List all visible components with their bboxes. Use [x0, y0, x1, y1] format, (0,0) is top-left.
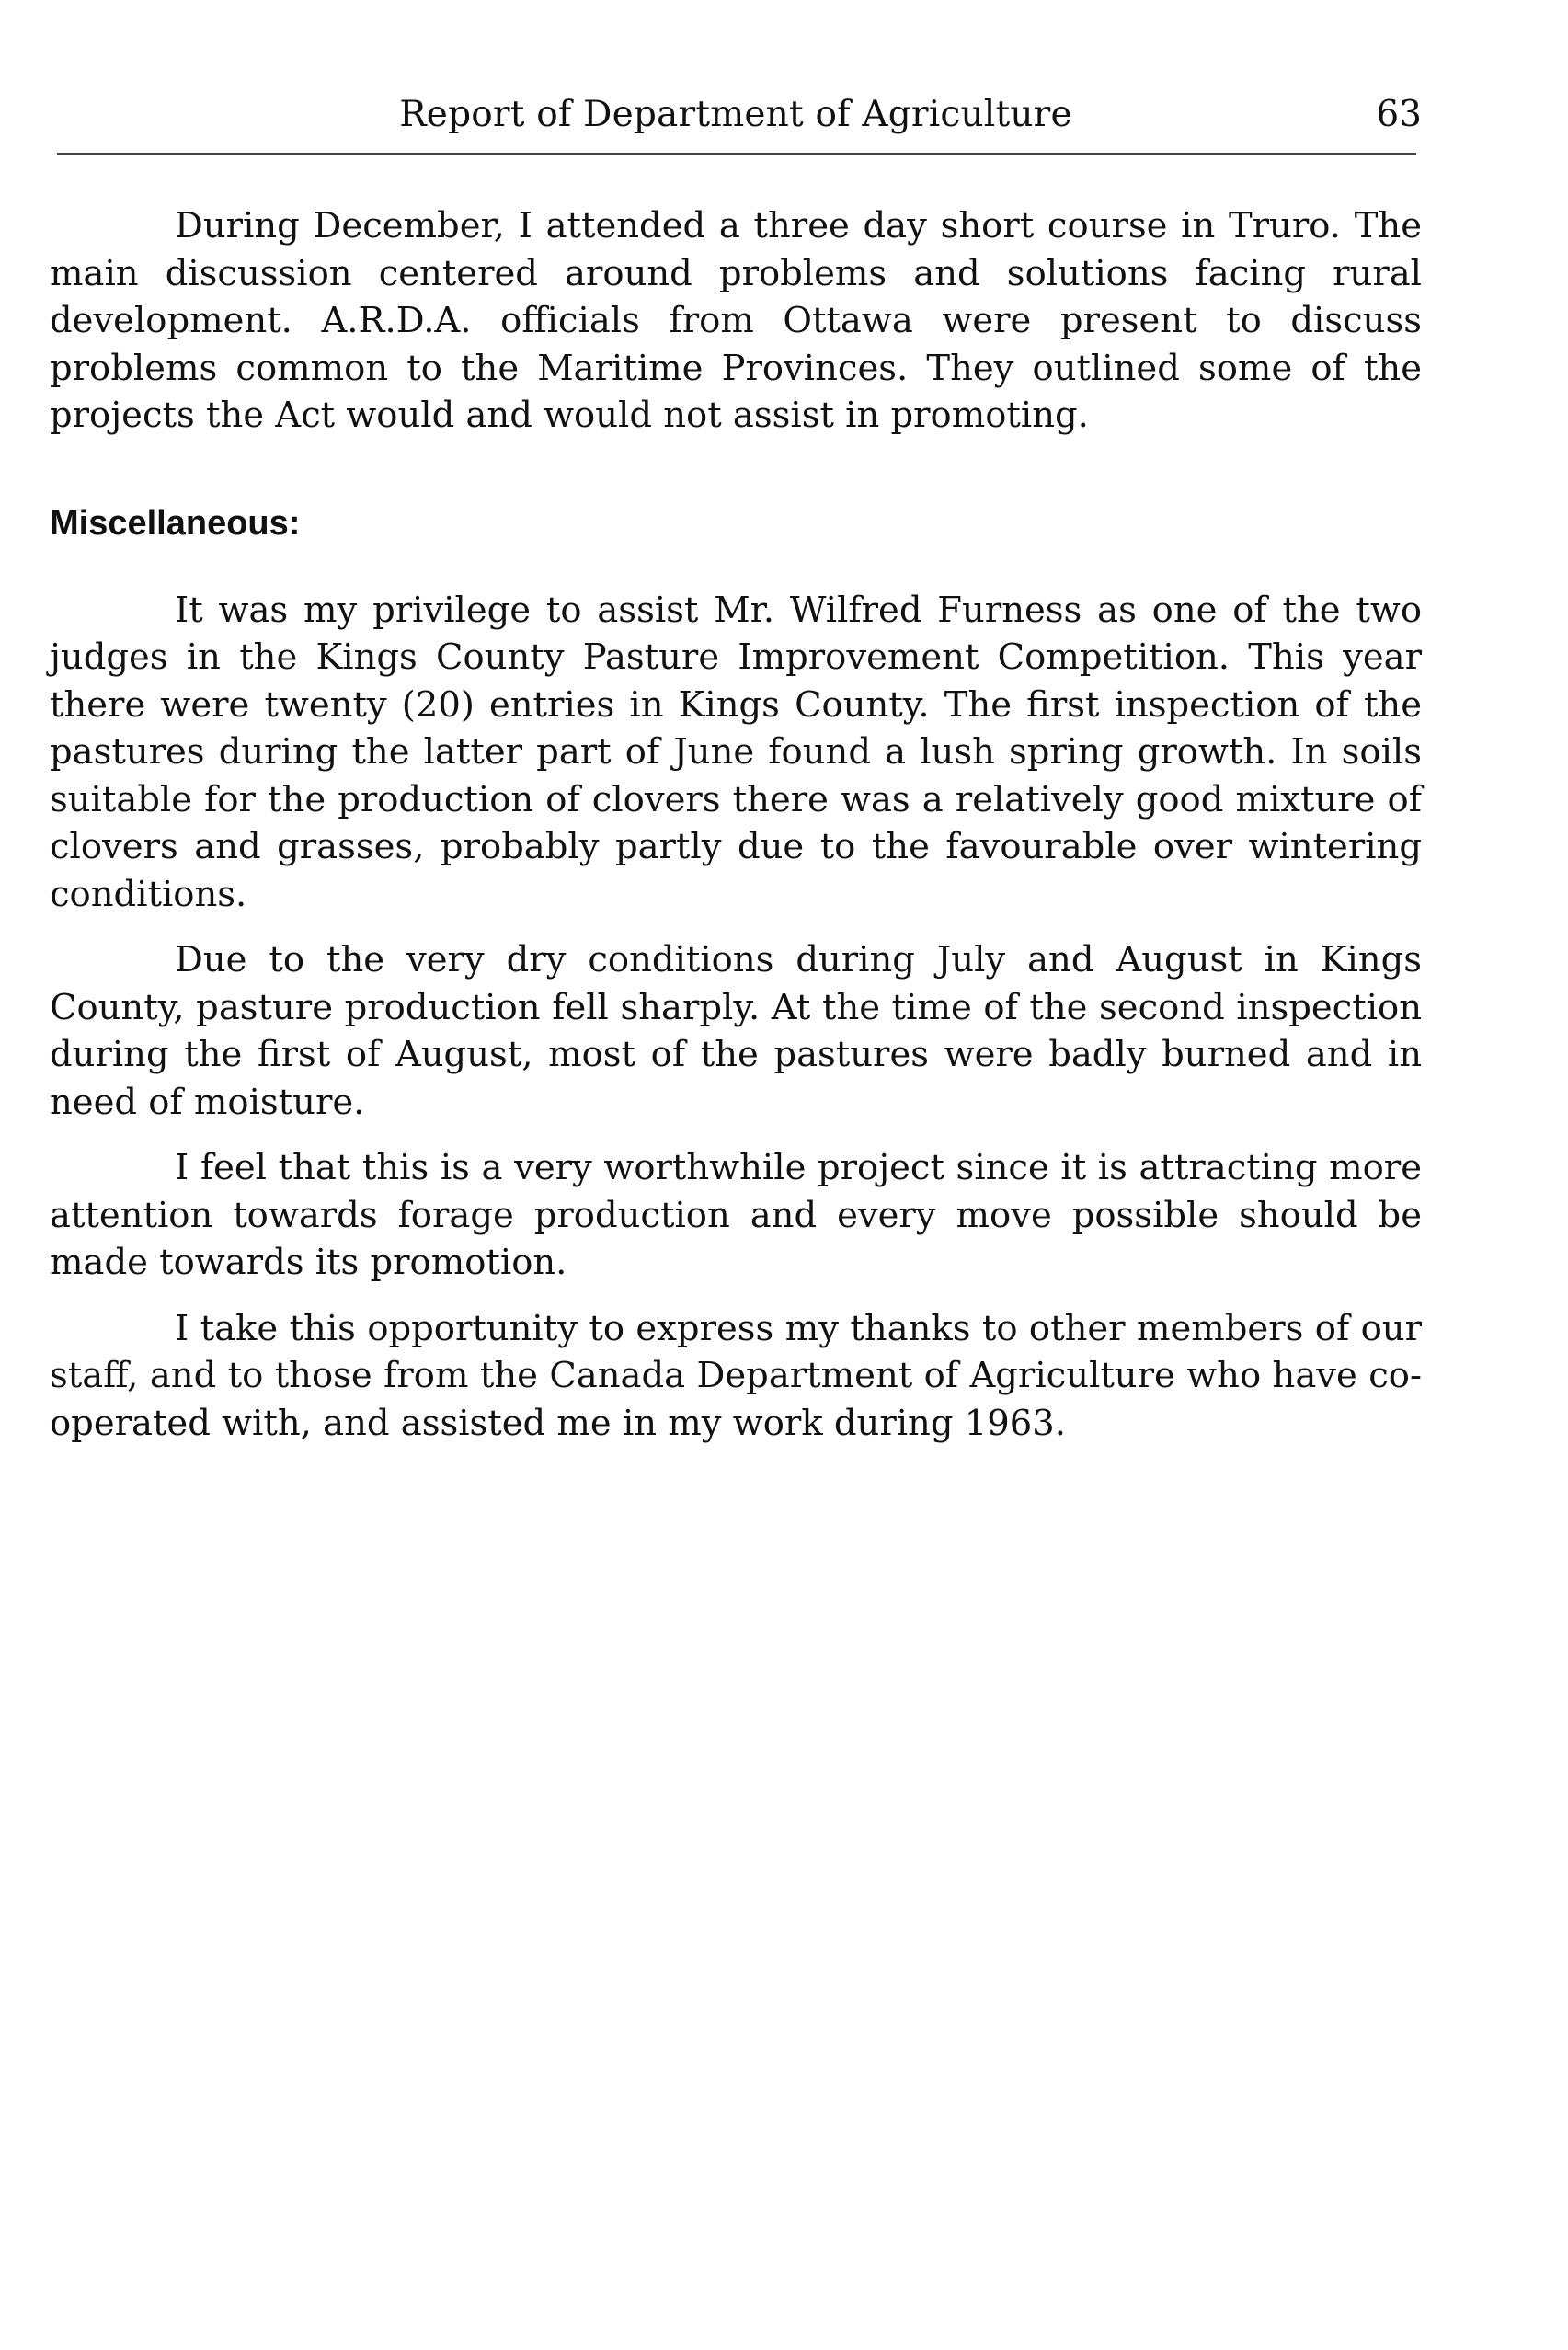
- page-header-title: Report of Department of Agriculture: [399, 94, 1072, 135]
- page-number: 63: [1376, 94, 1422, 135]
- header-divider: [57, 153, 1416, 155]
- running-header: [50, 92, 1422, 149]
- section-heading-miscellaneous: Miscellaneous:: [50, 503, 301, 543]
- paragraph-dry-conditions: Due to the very dry conditions during July and August in Kings County, pasture production fell sharply. At the time of the second inspection during the first of August, most of the pastures were badly burned and in need of moisture.: [50, 939, 1422, 1123]
- paragraph-pasture-competition: It was my privilege to assist Mr. Wilfred Furness as one of the two judges in the Kings County Pasture Improvement Competition. This year there were twenty (20) entries in Kings County. The first inspection of the pastures during the latter part of June found a lush spring growth. In soils suitable for the production of clovers there was a relatively good mixture of clovers and grasses, probably partly due to the favourable over wintering conditions.: [50, 589, 1422, 915]
- intro-paragraph: During December, I attended a three day short course in Truro. The main discussion centered around problems and solutions facing rural development. A.R.D.A. officials from Ottawa were present to discuss problems common to the Maritime Provinces. They outlined some of the projects the Act would and would not assist in promoting.: [50, 205, 1422, 436]
- body-text: [50, 202, 1422, 1447]
- paragraph-thanks: I take this opportunity to express my thanks to other members of our staff, and to those from the Canada Department of Agriculture who have co-operated with, and assisted me in my work during 1963.: [50, 1307, 1422, 1444]
- paragraph-worthwhile-project: I feel that this is a very worthwhile project since it is attracting more attention towards forage production and every move possible should be made towards its promotion.: [50, 1147, 1422, 1283]
